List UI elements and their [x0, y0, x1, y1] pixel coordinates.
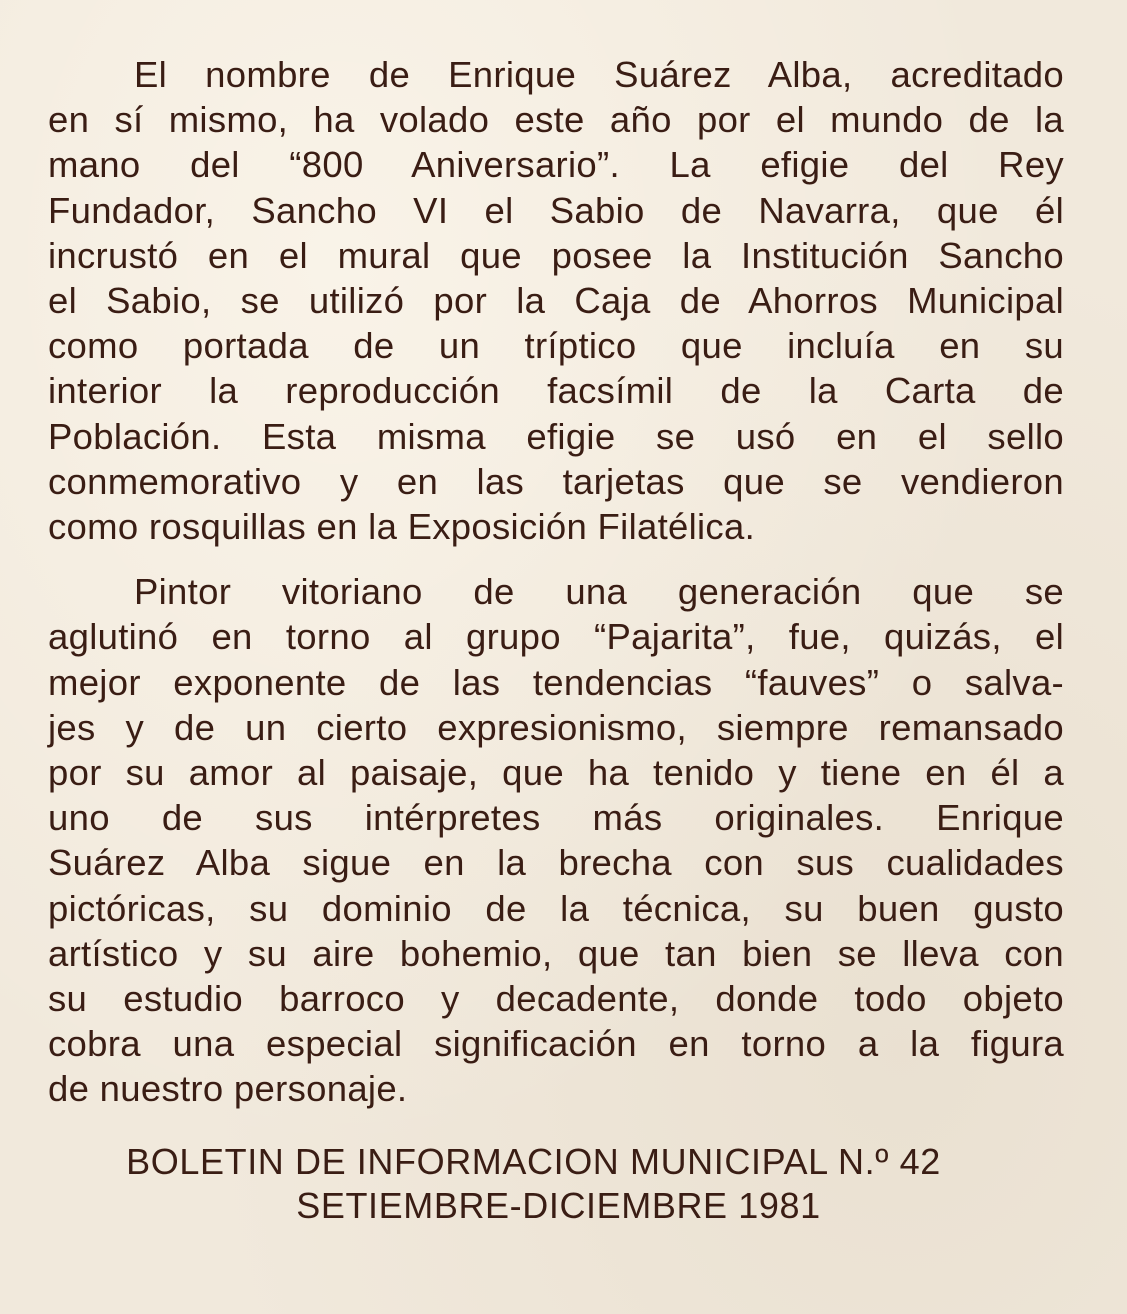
- text-line: conmemorativo y en las tarjetas que se vendieron: [48, 460, 1064, 502]
- text-line: en sí mismo, ha volado este año por el mundo de la: [48, 99, 1064, 141]
- text-line: cobra una especial significación en torno a la figura: [48, 1023, 1064, 1065]
- text-line: uno de sus intérpretes más originales. Enrique: [48, 797, 1064, 839]
- text-line: pictóricas, su dominio de la técnica, su buen gusto: [48, 887, 1064, 929]
- text-line: el Sabio, se utilizó por la Caja de Ahorros Municipal: [48, 280, 1064, 322]
- text-line: incrustó en el mural que posee la Institución Sancho: [48, 234, 1064, 276]
- text-line: como rosquillas en la Exposición Filatélica.: [48, 506, 756, 548]
- text-line: interior la reproducción facsímil de la Carta de: [48, 370, 1064, 412]
- text-line: Pintor vitoriano de una generación que se: [134, 571, 1064, 613]
- article-body: [48, 52, 1064, 1112]
- text-line: El nombre de Enrique Suárez Alba, acreditado: [134, 54, 1064, 95]
- text-line: artístico y su aire bohemio, que tan bien se lleva con: [48, 932, 1064, 974]
- citation-publication: BOLETIN DE INFORMACION MUNICIPAL N.º 42: [126, 1141, 941, 1182]
- text-line: como portada de un tríptico que incluía en su: [48, 325, 1064, 367]
- text-line: Suárez Alba sigue en la brecha con sus cualidades: [48, 842, 1064, 884]
- paragraph-2: [48, 569, 1064, 1111]
- citation-date: SETIEMBRE-DICIEMBRE 1981: [296, 1185, 821, 1226]
- text-line: Fundador, Sancho VI el Sabio de Navarra, que él: [48, 189, 1064, 231]
- text-line: mejor exponente de las tendencias “fauves” o salva-: [48, 661, 1064, 703]
- text-line: Población. Esta misma efigie se usó en el sello: [48, 415, 1064, 457]
- text-line: mano del “800 Aniversario”. La efigie del Rey: [48, 144, 1064, 186]
- text-line: su estudio barroco y decadente, donde todo objeto: [48, 978, 1064, 1020]
- text-line: aglutinó en torno al grupo “Pajarita”, fue, quizás, el: [48, 616, 1064, 658]
- paragraph-1: [48, 52, 1064, 549]
- text-line: de nuestro personaje.: [48, 1068, 408, 1110]
- text-line: jes y de un cierto expresionismo, siempre remansado: [48, 706, 1064, 748]
- text-line: por su amor al paisaje, que ha tenido y tiene en él a: [48, 752, 1064, 794]
- source-citation: [0, 1140, 1127, 1228]
